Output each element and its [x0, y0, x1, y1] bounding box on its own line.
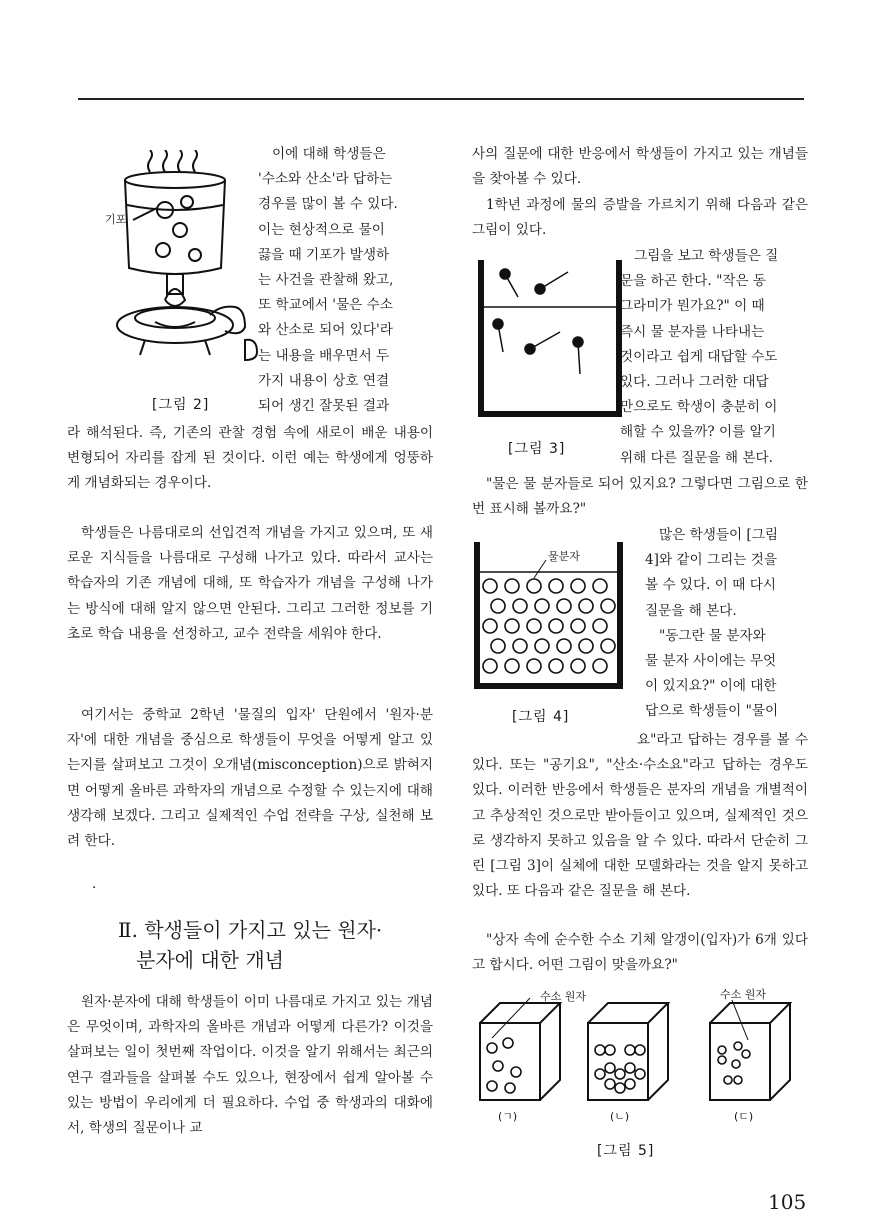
figure-5-label-left: 수소 원자 [540, 990, 587, 1003]
molecule-circle [483, 579, 497, 593]
text-line: 물 분자 사이에는 무엇 [645, 653, 777, 670]
molecule-circle [734, 1076, 742, 1084]
text-line: 이에 대해 학생들은 [272, 146, 386, 162]
molecule-circle [549, 619, 563, 633]
figure-5-box-label: (ㄷ) [734, 1110, 754, 1123]
figure-4-label: 물분자 [548, 550, 580, 563]
molecule-circle [571, 659, 585, 673]
molecule-circle [493, 1061, 503, 1071]
molecule-circle [742, 1050, 750, 1058]
heading-line-1: Ⅱ. 학생들이 가지고 있는 원자· [118, 918, 383, 942]
text-line: 위해 다른 질문을 해 본다. [620, 449, 773, 466]
section-heading [118, 915, 382, 975]
text-line: 즉시 물 분자를 나타내는 [620, 323, 765, 340]
stray-dot: · [92, 880, 97, 896]
figure-3-caption: [그림 3] [508, 441, 566, 457]
text-line: 많은 학생들이 [그림 [659, 527, 778, 543]
molecule-circle [527, 579, 541, 593]
left-paragraph-4: 원자·분자에 대해 학생들이 이미 나름대로 가지고 있는 개념은 무엇이며, 과학자의 올바른 개념과 어떻게 다른가? 이것을 살펴보는 일이 첫번째 작업이다. 이것을 알기 위해서는 최근의 연구 결과들을 살펴볼 수도 있으나, 현장에서 쉽게 알아볼 수 있는 방법이 우리에게 더 필요하다. 수업 중 학생과의 대화에서, 학생의 질문이나 교 [67, 994, 433, 1137]
text-line: '수소와 산소'라 답하는 [258, 171, 393, 188]
figure-2-caption: [그림 2] [152, 397, 210, 413]
figure-4-container [474, 538, 624, 693]
molecule-circle [595, 1045, 605, 1055]
figure-5-caption: [그림 5] [597, 1143, 655, 1159]
text-line: 는 내용을 배우면서 두 [258, 347, 390, 364]
fig4-wrap-text [645, 523, 808, 725]
molecule-circle [615, 1069, 625, 1079]
molecule-circle [593, 579, 607, 593]
molecule-circle [491, 599, 505, 613]
molecule-circle [625, 1079, 635, 1089]
molecule-circle [615, 1083, 625, 1093]
text-line: 이 있지요?" 이에 대한 [645, 678, 777, 695]
text-line: 답으로 학생들이 "물이 [645, 703, 779, 720]
top-rule [78, 98, 804, 100]
right-paragraph-1: 사의 질문에 대한 반응에서 학생들이 가지고 있는 개념들을 찾아볼 수 있다. [472, 146, 808, 188]
figure-3-container [478, 252, 624, 422]
text-line: 또 학교에서 '물은 수소 [258, 297, 393, 314]
molecule-circle [549, 659, 563, 673]
text-line: 그라미가 뭔가요?" 이 때 [620, 298, 765, 315]
heading-line-2: 분자에 대한 개념 [136, 948, 284, 972]
text-line: "동그란 물 분자와 [659, 627, 766, 644]
right-paragraph-2: 1학년 과정에 물의 증발을 가르치기 위해 다음과 같은 그림이 있다. [472, 197, 808, 239]
molecule-circle [571, 579, 585, 593]
molecule-circle [557, 599, 571, 613]
figure-2-label: 기포 [105, 213, 127, 226]
text-line: 4]와 같이 그리는 것을 [645, 552, 777, 569]
molecule-circle [625, 1063, 635, 1073]
molecule-circle [595, 1069, 605, 1079]
left-paragraph-2: 학생들은 나름대로의 선입견적 개념을 가지고 있으며, 또 새로운 지식들을 나름대로 구성해 나가고 있다. 따라서 교사는 학습자의 기존 개념에 대해, 또 학습자가 개념을 구성해 나가는 방식에 대해 알지 않으면 안된다. 그리고 그러한 정보를 기초로 학습 내용을 선정하고, 교수 전략을 세워야 한다. [67, 525, 433, 642]
text-line: 되어 생긴 잘못된 결과 [258, 398, 390, 415]
text-line: 이는 현상적으로 물이 [258, 221, 385, 238]
page-number: 105 [768, 1190, 807, 1214]
molecule-circle [487, 1043, 497, 1053]
molecule-circle [734, 1042, 742, 1050]
molecule-circle [724, 1076, 732, 1084]
left-paragraph-1-cont: 라 해석된다. 즉, 기존의 관찰 경험 속에 새로이 배운 내용이 변형되어 자리를 잡게 된 것이다. 이런 예는 학생에게 엉뚱하게 개념화되는 경우이다. [67, 425, 433, 492]
molecule-circle [557, 639, 571, 653]
left-paragraph-3: 여기서는 중학교 2학년 '물질의 입자' 단원에서 '원자·분자'에 대한 개념을 중심으로 학생들이 무엇을 어떻게 알고 있는지를 살펴보고 그것이 오개념(misconception)으로 밝혀지면 어떻게 올바른 과학자의 개념으로 수정할 수 있는지에 대해 생각해 보겠다. 그리고 실제적인 수업 전략을 구상, 실천해 보려 한다. [67, 707, 433, 850]
right-paragraph-3: "물은 물 분자들로 되어 있지요? 그렇다면 그림으로 한번 표시해 볼까요?" [472, 476, 808, 518]
figure-5-boxes [470, 988, 810, 1128]
text-line: 그림을 보고 학생들은 질 [634, 248, 779, 264]
molecule-circle [579, 599, 593, 613]
right-paragraph-4-cont: 요"라고 답하는 경우를 볼 수 있다. 또는 "공기요", "산소·수소요"라고 답하는 경우도 있다. 이러한 반응에서 학생들은 분자의 개념을 개별적이고 추상적인 것으로만 받아들이고 있으며, 실제적인 것으로 생각하지 못하고 있음을 알 수 있다. 따라서 단순히 그린 [그림 3]이 실체에 대한 모델화라는 것을 알지 못하고 있다. 또 다음과 같은 질문을 해 본다. [472, 732, 808, 900]
molecule-circle [527, 619, 541, 633]
figure-4-caption: [그림 4] [512, 709, 570, 725]
text-line: 와 산소로 되어 있다'라 [258, 322, 393, 339]
molecule-circle [487, 1081, 497, 1091]
molecule-circle [601, 599, 615, 613]
molecule-circle [483, 659, 497, 673]
molecule-circle [503, 1038, 513, 1048]
right-paragraph-5: "상자 속에 순수한 수소 기체 알갱이(입자)가 6개 있다고 합시다. 어떤 그림이 맞을까요?" [472, 932, 808, 974]
molecule-circle [593, 659, 607, 673]
text-line: 문을 하곤 한다. "작은 동 [620, 273, 767, 290]
molecule-circle [527, 659, 541, 673]
text-line: 만으로도 학생이 충분히 이 [620, 399, 778, 416]
figure-2-beaker [105, 150, 265, 395]
molecule-circle [491, 639, 505, 653]
molecule-circle [593, 619, 607, 633]
figure-5-box-label: (ㄱ) [498, 1110, 518, 1123]
molecule-circle [535, 639, 549, 653]
molecule-circle [571, 619, 585, 633]
molecule-circle [625, 1045, 635, 1055]
molecule-circle [718, 1056, 726, 1064]
molecule-circle [483, 619, 497, 633]
fig3-wrap-text [620, 244, 808, 471]
molecule-circle [505, 579, 519, 593]
molecule-circle [718, 1046, 726, 1054]
molecule-circle [635, 1045, 645, 1055]
molecule-circle [513, 599, 527, 613]
molecule-circle [505, 659, 519, 673]
figure-5-box-label: (ㄴ) [610, 1110, 630, 1123]
text-line: 경우를 많이 볼 수 있다. [258, 196, 398, 213]
molecule-circle [579, 639, 593, 653]
text-line: 는 사건을 관찰해 왔고, [258, 272, 394, 289]
molecule-circle [505, 619, 519, 633]
molecule-circle [549, 579, 563, 593]
molecule-circle [513, 639, 527, 653]
molecule-circle [601, 639, 615, 653]
molecule-circle [505, 1083, 515, 1093]
text-line: 질문을 해 본다. [645, 602, 737, 619]
molecule-circle [605, 1063, 615, 1073]
text-line: 볼 수 있다. 이 때 다시 [645, 577, 776, 594]
text-line: 가지 내용이 상호 연결 [258, 372, 390, 389]
molecule-circle [605, 1079, 615, 1089]
molecule-circle [511, 1067, 521, 1077]
figure-5-label-right: 수소 원자 [720, 988, 767, 1001]
text-line: 것이라고 쉽게 대답할 수도 [620, 348, 778, 365]
text-line: 있다. 그러나 그러한 대답 [620, 374, 769, 391]
text-line: 해할 수 있을까? 이를 알기 [620, 424, 776, 441]
molecule-circle [732, 1060, 740, 1068]
molecule-circle [635, 1069, 645, 1079]
fig2-wrap-text [258, 142, 433, 419]
molecule-circle [535, 599, 549, 613]
molecule-circle [605, 1045, 615, 1055]
text-line: 끓을 때 기포가 발생하 [258, 246, 390, 263]
